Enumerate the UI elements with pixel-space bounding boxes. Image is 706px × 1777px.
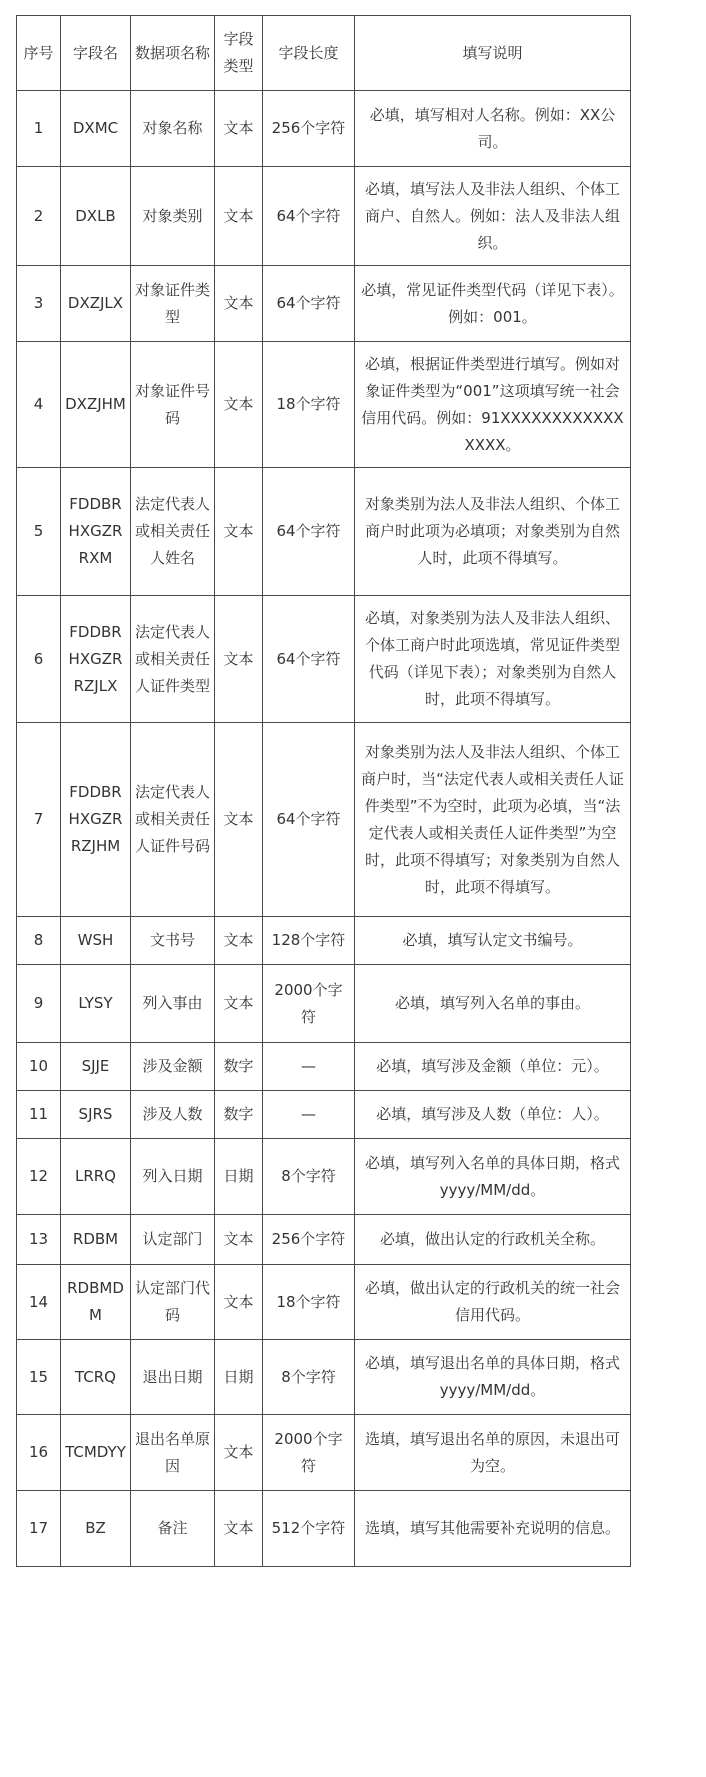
cell-field: FDDBRHXGZRRZJHM xyxy=(61,723,131,917)
cell-no: 11 xyxy=(17,1091,61,1139)
cell-length: 64个字符 xyxy=(263,723,355,917)
cell-name: 对象名称 xyxy=(131,91,215,167)
cell-no: 8 xyxy=(17,917,61,965)
cell-name: 列入事由 xyxy=(131,965,215,1043)
cell-type: 文本 xyxy=(215,965,263,1043)
cell-length: 512个字符 xyxy=(263,1491,355,1567)
cell-length: 64个字符 xyxy=(263,167,355,266)
cell-type: 文本 xyxy=(215,1265,263,1340)
table-row xyxy=(17,1340,631,1415)
cell-name: 涉及金额 xyxy=(131,1043,215,1091)
header-item-name: 数据项名称 xyxy=(131,16,215,91)
cell-type: 文本 xyxy=(215,167,263,266)
table-row xyxy=(17,266,631,342)
cell-type: 文本 xyxy=(215,723,263,917)
cell-type: 文本 xyxy=(215,266,263,342)
cell-field: DXZJHM xyxy=(61,342,131,468)
cell-description: 必填，填写涉及金额（单位：元）。 xyxy=(355,1043,631,1091)
cell-field: TCRQ xyxy=(61,1340,131,1415)
cell-no: 2 xyxy=(17,167,61,266)
cell-length: 64个字符 xyxy=(263,468,355,596)
cell-length: 8个字符 xyxy=(263,1139,355,1215)
cell-type: 数字 xyxy=(215,1043,263,1091)
cell-description: 选填，填写退出名单的原因，未退出可为空。 xyxy=(355,1415,631,1491)
cell-field: SJJE xyxy=(61,1043,131,1091)
table-row xyxy=(17,167,631,266)
cell-length: 2000个字符 xyxy=(263,965,355,1043)
cell-type: 日期 xyxy=(215,1340,263,1415)
cell-description: 对象类别为法人及非法人组织、个体工商户时，当“法定代表人或相关责任人证件类型”不为空时，此项为必填，当“法定代表人或相关责任人证件类型”为空时，此项不得填写；对象类别为自然人时，此项不得填写。 xyxy=(355,723,631,917)
cell-length: 18个字符 xyxy=(263,342,355,468)
cell-description: 选填，填写其他需要补充说明的信息。 xyxy=(355,1491,631,1567)
table-container xyxy=(16,15,631,1567)
cell-field: DXZJLX xyxy=(61,266,131,342)
cell-length: 128个字符 xyxy=(263,917,355,965)
field-spec-table xyxy=(16,15,631,1567)
cell-name: 涉及人数 xyxy=(131,1091,215,1139)
cell-no: 9 xyxy=(17,965,61,1043)
cell-field: FDDBRHXGZRRXM xyxy=(61,468,131,596)
cell-no: 13 xyxy=(17,1215,61,1265)
cell-name: 文书号 xyxy=(131,917,215,965)
table-row xyxy=(17,1043,631,1091)
table-row xyxy=(17,596,631,723)
cell-no: 15 xyxy=(17,1340,61,1415)
cell-type: 文本 xyxy=(215,917,263,965)
cell-field: BZ xyxy=(61,1491,131,1567)
cell-type: 文本 xyxy=(215,1215,263,1265)
cell-description: 必填，根据证件类型进行填写。例如对象证件类型为“001”这项填写统一社会信用代码。例如：91XXXXXXXXXXXXXXXX。 xyxy=(355,342,631,468)
cell-name: 退出名单原因 xyxy=(131,1415,215,1491)
table-row xyxy=(17,965,631,1043)
cell-type: 数字 xyxy=(215,1091,263,1139)
cell-type: 日期 xyxy=(215,1139,263,1215)
cell-no: 6 xyxy=(17,596,61,723)
cell-no: 12 xyxy=(17,1139,61,1215)
cell-field: RDBM xyxy=(61,1215,131,1265)
cell-length: 8个字符 xyxy=(263,1340,355,1415)
cell-type: 文本 xyxy=(215,1415,263,1491)
header-description: 填写说明 xyxy=(355,16,631,91)
cell-name: 认定部门 xyxy=(131,1215,215,1265)
cell-name: 列入日期 xyxy=(131,1139,215,1215)
cell-type: 文本 xyxy=(215,91,263,167)
cell-name: 备注 xyxy=(131,1491,215,1567)
cell-description: 必填，做出认定的行政机关全称。 xyxy=(355,1215,631,1265)
header-field-length: 字段长度 xyxy=(263,16,355,91)
cell-field: DXMC xyxy=(61,91,131,167)
cell-description: 必填，填写涉及人数（单位：人）。 xyxy=(355,1091,631,1139)
cell-no: 7 xyxy=(17,723,61,917)
cell-description: 必填，填写法人及非法人组织、个体工商户、自然人。例如：法人及非法人组织。 xyxy=(355,167,631,266)
cell-no: 3 xyxy=(17,266,61,342)
table-row xyxy=(17,342,631,468)
table-row xyxy=(17,723,631,917)
cell-name: 认定部门代码 xyxy=(131,1265,215,1340)
cell-description: 必填，填写列入名单的事由。 xyxy=(355,965,631,1043)
table-row xyxy=(17,468,631,596)
cell-type: 文本 xyxy=(215,1491,263,1567)
cell-description: 必填，常见证件类型代码（详见下表）。例如：001。 xyxy=(355,266,631,342)
cell-field: DXLB xyxy=(61,167,131,266)
cell-description: 必填，做出认定的行政机关的统一社会信用代码。 xyxy=(355,1265,631,1340)
table-row xyxy=(17,1265,631,1340)
cell-description: 必填，填写列入名单的具体日期，格式yyyy/MM/dd。 xyxy=(355,1139,631,1215)
cell-description: 必填，填写相对人名称。例如：XX公司。 xyxy=(355,91,631,167)
cell-name: 法定代表人或相关责任人证件类型 xyxy=(131,596,215,723)
cell-no: 16 xyxy=(17,1415,61,1491)
cell-name: 法定代表人或相关责任人证件号码 xyxy=(131,723,215,917)
cell-length: 64个字符 xyxy=(263,596,355,723)
table-row xyxy=(17,1215,631,1265)
cell-length: 256个字符 xyxy=(263,91,355,167)
cell-length: — xyxy=(263,1091,355,1139)
cell-name: 对象类别 xyxy=(131,167,215,266)
cell-field: SJRS xyxy=(61,1091,131,1139)
cell-description: 必填，对象类别为法人及非法人组织、个体工商户时此项选填，常见证件类型代码（详见下表）；对象类别为自然人时，此项不得填写。 xyxy=(355,596,631,723)
header-no: 序号 xyxy=(17,16,61,91)
cell-name: 退出日期 xyxy=(131,1340,215,1415)
cell-name: 法定代表人或相关责任人姓名 xyxy=(131,468,215,596)
table-row xyxy=(17,1091,631,1139)
table-row xyxy=(17,1139,631,1215)
cell-field: TCMDYY xyxy=(61,1415,131,1491)
table-row xyxy=(17,1415,631,1491)
cell-field: RDBMDM xyxy=(61,1265,131,1340)
cell-name: 对象证件类型 xyxy=(131,266,215,342)
cell-length: 64个字符 xyxy=(263,266,355,342)
table-row xyxy=(17,91,631,167)
cell-description: 必填，填写退出名单的具体日期，格式yyyy/MM/dd。 xyxy=(355,1340,631,1415)
cell-no: 17 xyxy=(17,1491,61,1567)
header-row xyxy=(17,16,631,91)
cell-no: 1 xyxy=(17,91,61,167)
cell-no: 5 xyxy=(17,468,61,596)
header-field-name: 字段名 xyxy=(61,16,131,91)
cell-no: 4 xyxy=(17,342,61,468)
cell-type: 文本 xyxy=(215,468,263,596)
cell-type: 文本 xyxy=(215,342,263,468)
cell-field: LRRQ xyxy=(61,1139,131,1215)
cell-length: 18个字符 xyxy=(263,1265,355,1340)
cell-field: WSH xyxy=(61,917,131,965)
cell-description: 对象类别为法人及非法人组织、个体工商户时此项为必填项；对象类别为自然人时，此项不得填写。 xyxy=(355,468,631,596)
cell-no: 10 xyxy=(17,1043,61,1091)
cell-length: — xyxy=(263,1043,355,1091)
cell-name: 对象证件号码 xyxy=(131,342,215,468)
cell-field: LYSY xyxy=(61,965,131,1043)
header-field-type: 字段类型 xyxy=(215,16,263,91)
cell-field: FDDBRHXGZRRZJLX xyxy=(61,596,131,723)
table-row xyxy=(17,1491,631,1567)
cell-description: 必填，填写认定文书编号。 xyxy=(355,917,631,965)
table-row xyxy=(17,917,631,965)
cell-length: 256个字符 xyxy=(263,1215,355,1265)
cell-no: 14 xyxy=(17,1265,61,1340)
cell-type: 文本 xyxy=(215,596,263,723)
cell-length: 2000个字符 xyxy=(263,1415,355,1491)
